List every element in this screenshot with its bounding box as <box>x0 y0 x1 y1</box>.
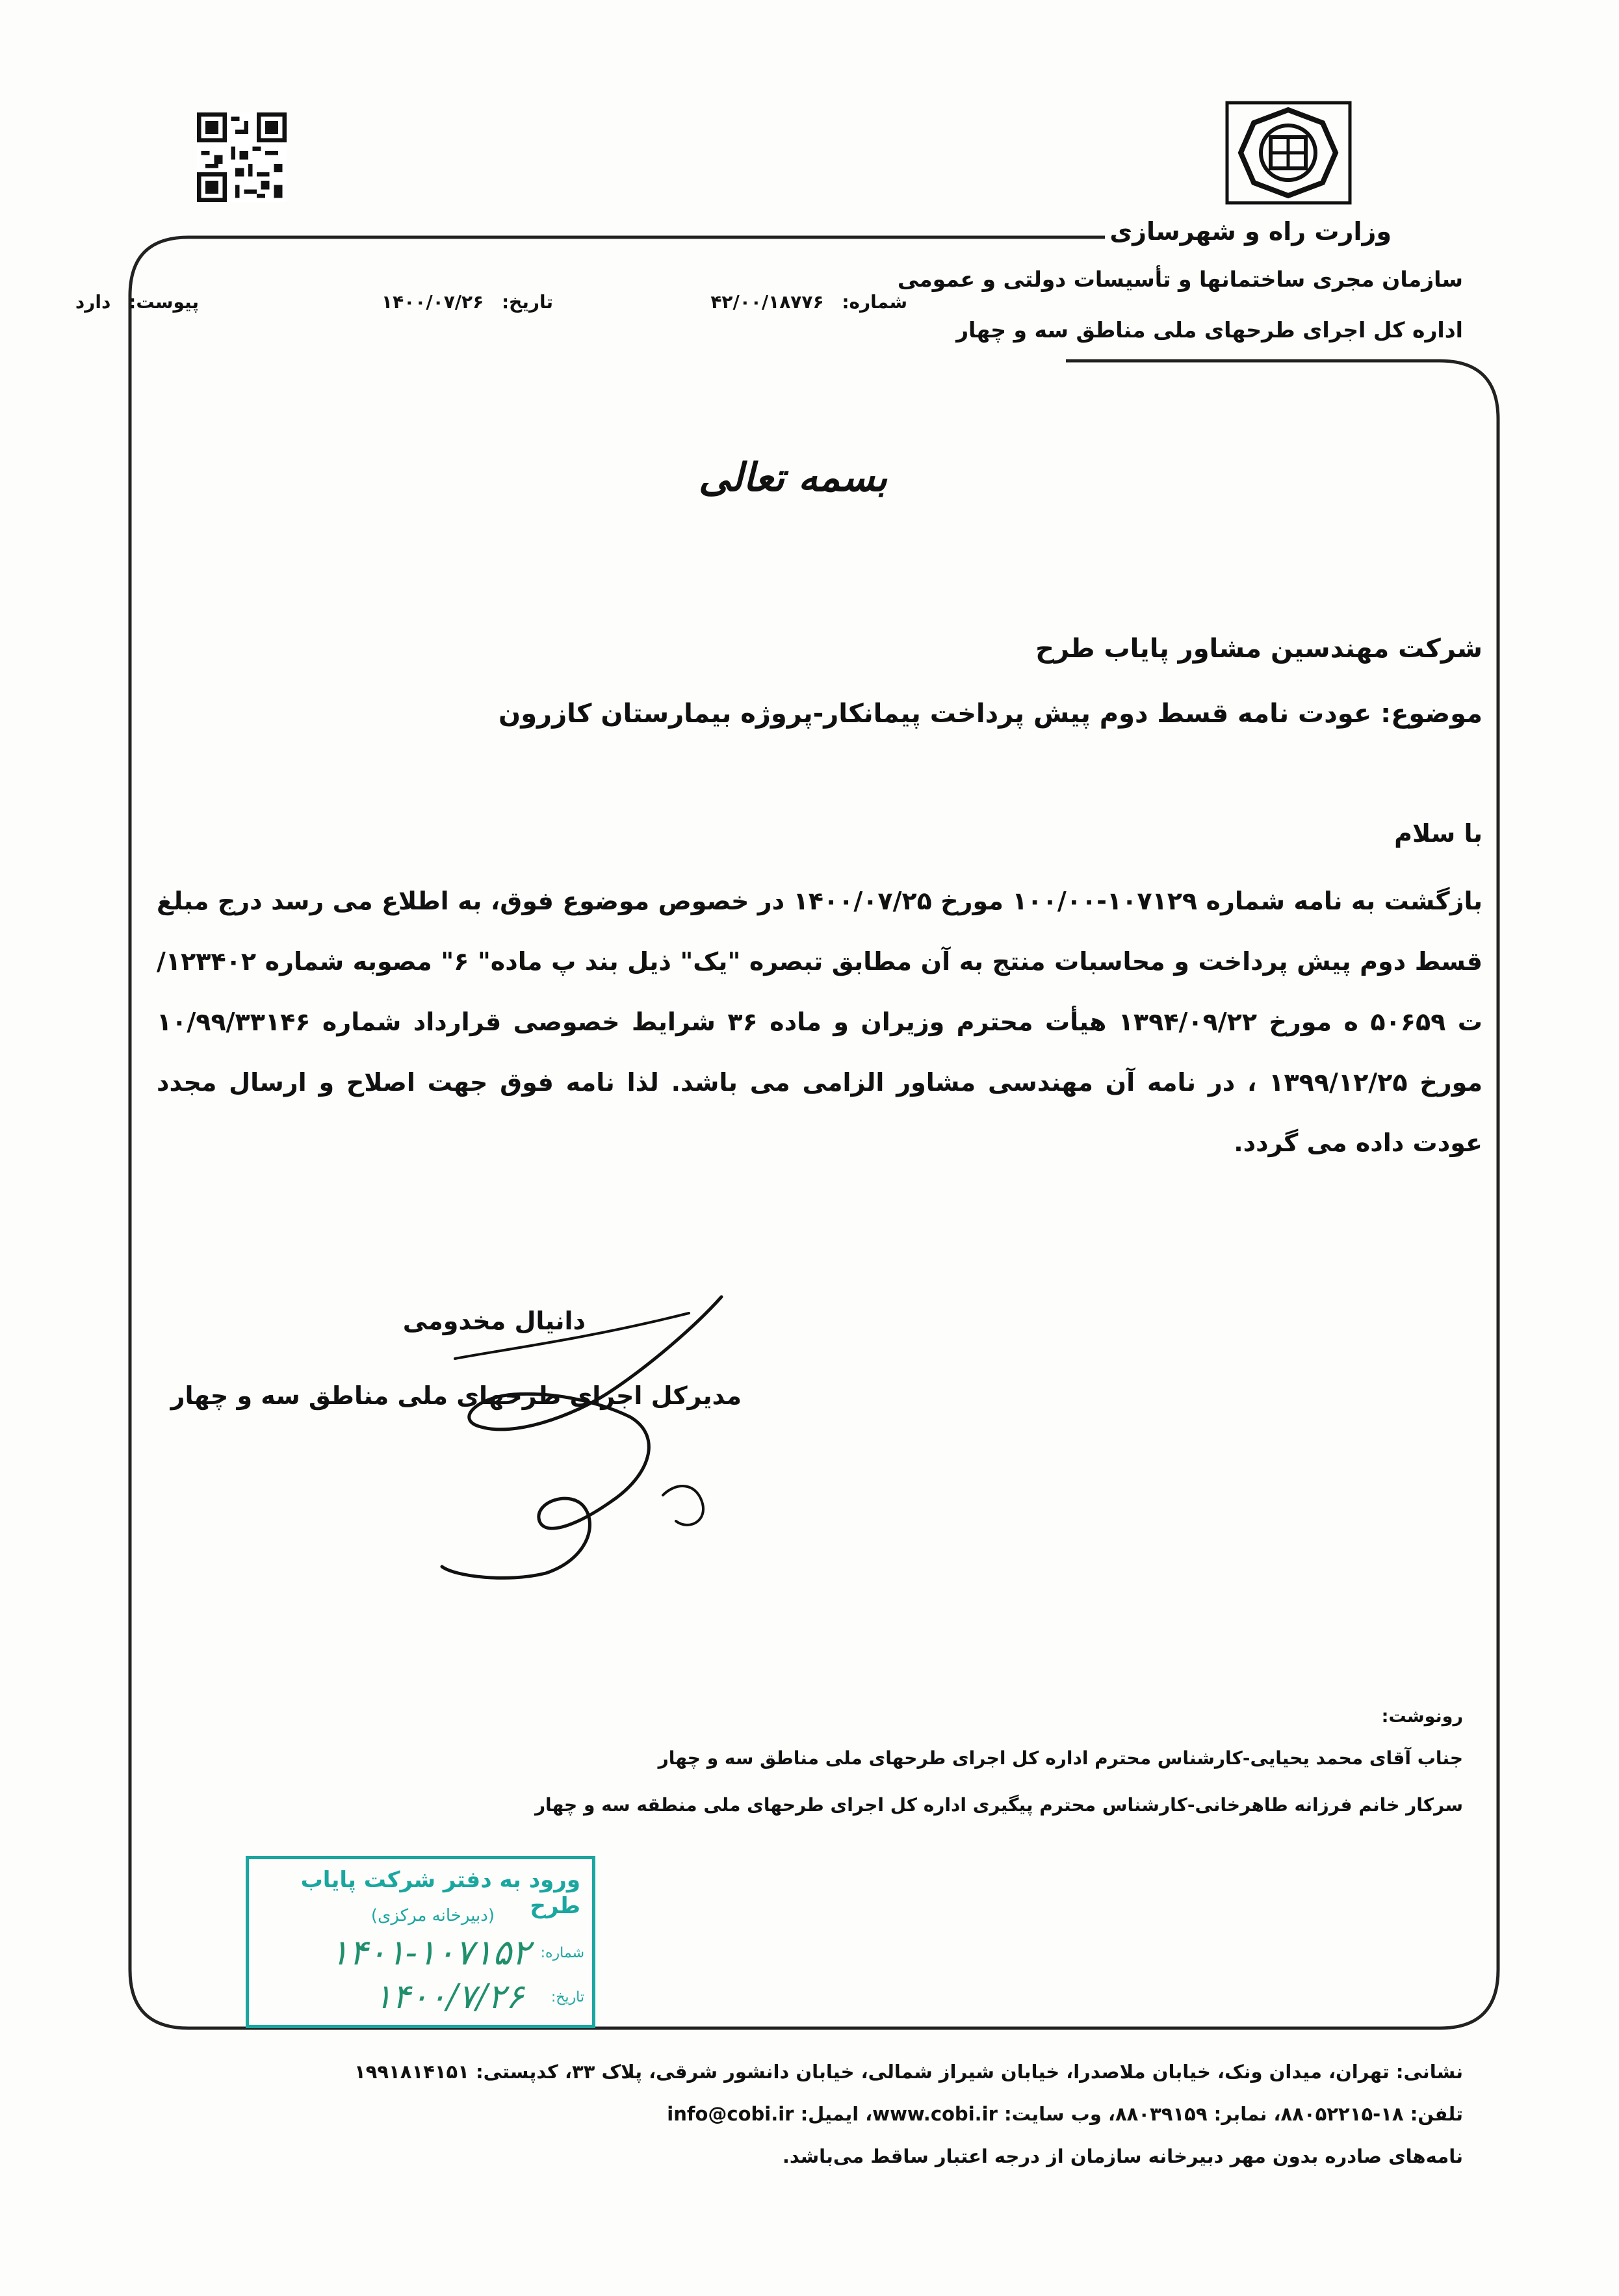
letter-attachment <box>75 291 199 313</box>
letter-date-label: تاریخ: <box>501 291 553 313</box>
cc-recipient: جناب آقای محمد یحیایی-کارشناس محترم اداره کل اجرای طرحهای ملی مناطق سه و چهار <box>658 1747 1463 1769</box>
letter-number-value: ۴۲/۰۰/۱۸۷۷۶ <box>710 291 824 313</box>
letter-date-value: ۱۴۰۰/۰۷/۲۶ <box>382 291 484 313</box>
cc-label: رونوشت: <box>1381 1706 1463 1727</box>
bismillah-heading: بسمه تعالی <box>698 455 888 501</box>
signatory-name: دانیال مخدومی <box>402 1307 586 1335</box>
subject-line: موضوع: عودت نامه قسط دوم پیش پرداخت پیمانکار-پروژه بیمارستان کازرون <box>499 699 1483 729</box>
stamp-number-label: شماره: <box>540 1945 584 1961</box>
letter-date <box>382 291 553 313</box>
ministry-logo-icon <box>1225 101 1352 205</box>
footer-contact: تلفن: ۱۸-۸۸۰۵۲۲۱۵، نمابر: ۸۸۰۳۹۱۵۹، وب سایت: www.cobi.ir، ایمیل: info@cobi.ir <box>667 2103 1463 2125</box>
signatory-title: مدیرکل اجرای طرحهای ملی مناطق سه و چهار <box>170 1381 742 1410</box>
footer-notice: نامه‌های صادره بدون مهر دبیرخانه سازمان از درجه اعتبار ساقط می‌باشد. <box>782 2145 1463 2167</box>
cc-recipient: سرکار خانم فرزانه طاهرخانی-کارشناس محترم پیگیری اداره کل اجرای طرحهای ملی منطقه سه و چهار <box>534 1794 1463 1816</box>
qr-code-icon <box>197 112 287 202</box>
letter-attachment-value: دارد <box>75 291 111 313</box>
greeting: با سلام <box>1394 819 1483 848</box>
organization-name: سازمان مجری ساختمانها و تأسیسات دولتی و عمومی <box>897 267 1463 292</box>
received-stamp <box>246 1856 595 2028</box>
footer-address: نشانی: تهران، میدان ونک، خیابان ملاصدرا، خیابان شیراز شمالی، خیابان دانشور شرقی، پلاک ۳۳، کدپستی: ۱۹۹۱۸۱۴۱۵۱ <box>354 2061 1463 2083</box>
stamp-date-value: ۱۴۰۰/۷/۲۶ <box>374 1977 524 2016</box>
letter-number-label: شماره: <box>842 291 907 313</box>
stamp-subtitle: (دبیرخانه مرکزی) <box>370 1906 495 1925</box>
stamp-title: ورود به دفتر شرکت پایاب طرح <box>300 1867 580 1919</box>
department-name: اداره کل اجرای طرحهای ملی مناطق سه و چهار <box>956 317 1463 343</box>
recipient: شرکت مهندسین مشاور پایاب طرح <box>1035 634 1483 664</box>
letter-number <box>710 291 907 313</box>
letter-body: بازگشت به نامه شماره ۱۰۷۱۲۹-۱۰۰/۰۰ مورخ ۱۴۰۰/۰۷/۲۵ در خصوص موضوع فوق، به اطلاع می رسد درج مبلغ قسط دوم پیش پرداخت و محاسبات منتج به آن مطابق تبصره "یک" ذیل بند پ ماده" ۶" مصوبه شماره ۱۲۳۴۰۲/ت ۵۰۶۵۹ ه مورخ ۱۳۹۴/۰۹/۲۲ هیأت محترم وزیران و ماده ۳۶ شرایط خصوصی قرارداد شماره ۱۰/۹۹/۳۳۱۴۶ مورخ ۱۳۹۹/۱۲/۲۵ ، در نامه آن مهندسی مشاور الزامی می باشد. لذا نامه فوق جهت اصلاح و ارسال مجدد عودت داده می گردد. <box>157 887 1483 1157</box>
stamp-number-value: ۱۴۰۱-۱۰۷۱۵۲ <box>330 1932 530 1973</box>
letter-attachment-label: پیوست: <box>129 291 199 313</box>
ministry-name: وزارت راه و شهرسازی <box>1109 217 1392 246</box>
stamp-date-label: تاریخ: <box>550 1989 584 2005</box>
